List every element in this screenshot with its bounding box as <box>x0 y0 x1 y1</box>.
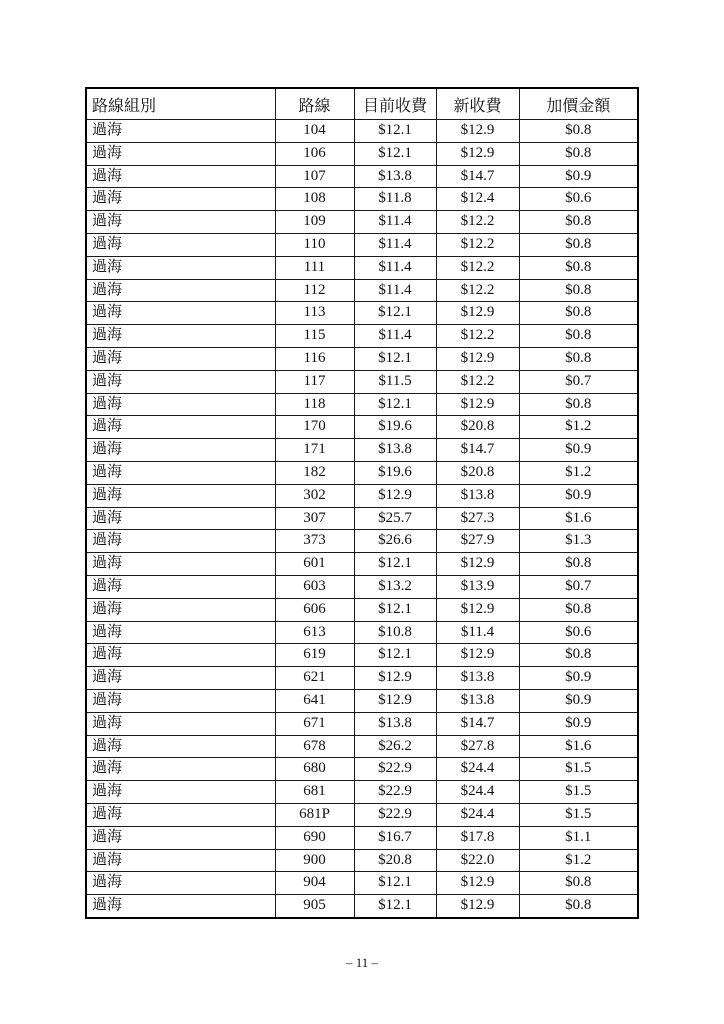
increase-amount-cell: $1.6 <box>519 735 638 758</box>
new-fare-cell: $12.9 <box>436 142 519 165</box>
route-cell: 117 <box>275 370 354 393</box>
increase-amount-cell: $1.2 <box>519 416 638 439</box>
table-row <box>86 507 638 530</box>
new-fare-cell: $27.8 <box>436 735 519 758</box>
route-cell: 905 <box>275 895 354 918</box>
current-fare-cell: $12.1 <box>354 872 436 895</box>
current-fare-cell: $12.1 <box>354 895 436 918</box>
route-group-cell: 過海 <box>86 781 275 804</box>
table-row <box>86 439 638 462</box>
route-group-cell: 過海 <box>86 279 275 302</box>
column-header-route-group: 路線組別 <box>86 88 275 120</box>
increase-amount-cell: $0.9 <box>519 712 638 735</box>
route-cell: 601 <box>275 553 354 576</box>
current-fare-cell: $12.9 <box>354 484 436 507</box>
route-cell: 681P <box>275 803 354 826</box>
current-fare-cell: $26.6 <box>354 530 436 553</box>
route-group-cell: 過海 <box>86 302 275 325</box>
route-group-cell: 過海 <box>86 803 275 826</box>
new-fare-cell: $12.9 <box>436 393 519 416</box>
header-row <box>86 88 638 120</box>
current-fare-cell: $11.4 <box>354 256 436 279</box>
increase-amount-cell: $0.8 <box>519 233 638 256</box>
increase-amount-cell: $1.2 <box>519 849 638 872</box>
route-cell: 170 <box>275 416 354 439</box>
current-fare-cell: $13.8 <box>354 712 436 735</box>
increase-amount-cell: $0.8 <box>519 211 638 234</box>
current-fare-cell: $22.9 <box>354 803 436 826</box>
current-fare-cell: $13.8 <box>354 439 436 462</box>
column-header-current-fare: 目前收費 <box>354 88 436 120</box>
new-fare-cell: $24.4 <box>436 758 519 781</box>
current-fare-cell: $12.9 <box>354 667 436 690</box>
current-fare-cell: $11.4 <box>354 325 436 348</box>
route-cell: 680 <box>275 758 354 781</box>
table-row <box>86 553 638 576</box>
table-row <box>86 302 638 325</box>
route-cell: 104 <box>275 120 354 143</box>
increase-amount-cell: $1.6 <box>519 507 638 530</box>
current-fare-cell: $16.7 <box>354 826 436 849</box>
new-fare-cell: $24.4 <box>436 803 519 826</box>
route-group-cell: 過海 <box>86 644 275 667</box>
table-row <box>86 188 638 211</box>
route-group-cell: 過海 <box>86 439 275 462</box>
route-cell: 678 <box>275 735 354 758</box>
new-fare-cell: $14.7 <box>436 712 519 735</box>
route-group-cell: 過海 <box>86 484 275 507</box>
route-cell: 106 <box>275 142 354 165</box>
table-row <box>86 826 638 849</box>
new-fare-cell: $12.2 <box>436 211 519 234</box>
new-fare-cell: $12.4 <box>436 188 519 211</box>
increase-amount-cell: $0.8 <box>519 553 638 576</box>
column-header-route: 路線 <box>275 88 354 120</box>
new-fare-cell: $12.2 <box>436 279 519 302</box>
current-fare-cell: $12.1 <box>354 302 436 325</box>
current-fare-cell: $20.8 <box>354 849 436 872</box>
current-fare-cell: $12.1 <box>354 120 436 143</box>
new-fare-cell: $12.9 <box>436 553 519 576</box>
route-cell: 171 <box>275 439 354 462</box>
column-header-increase-amount: 加價金額 <box>519 88 638 120</box>
table-row <box>86 347 638 370</box>
fare-table <box>85 87 639 919</box>
route-group-cell: 過海 <box>86 416 275 439</box>
route-cell: 112 <box>275 279 354 302</box>
increase-amount-cell: $0.8 <box>519 325 638 348</box>
route-group-cell: 過海 <box>86 120 275 143</box>
route-cell: 603 <box>275 575 354 598</box>
route-group-cell: 過海 <box>86 553 275 576</box>
route-group-cell: 過海 <box>86 849 275 872</box>
current-fare-cell: $11.8 <box>354 188 436 211</box>
increase-amount-cell: $1.3 <box>519 530 638 553</box>
current-fare-cell: $12.1 <box>354 142 436 165</box>
route-group-cell: 過海 <box>86 530 275 553</box>
increase-amount-cell: $0.8 <box>519 895 638 918</box>
route-cell: 900 <box>275 849 354 872</box>
route-cell: 671 <box>275 712 354 735</box>
increase-amount-cell: $0.9 <box>519 667 638 690</box>
route-cell: 613 <box>275 621 354 644</box>
table-row <box>86 416 638 439</box>
table-row <box>86 644 638 667</box>
current-fare-cell: $11.4 <box>354 233 436 256</box>
table-row <box>86 370 638 393</box>
route-cell: 115 <box>275 325 354 348</box>
current-fare-cell: $12.1 <box>354 553 436 576</box>
route-group-cell: 過海 <box>86 735 275 758</box>
new-fare-cell: $12.9 <box>436 302 519 325</box>
route-cell: 621 <box>275 667 354 690</box>
current-fare-cell: $11.4 <box>354 211 436 234</box>
new-fare-cell: $17.8 <box>436 826 519 849</box>
table-row <box>86 758 638 781</box>
table-row <box>86 233 638 256</box>
table-row <box>86 211 638 234</box>
table-row <box>86 484 638 507</box>
table-row <box>86 895 638 918</box>
route-group-cell: 過海 <box>86 233 275 256</box>
table-row <box>86 803 638 826</box>
table-row <box>86 165 638 188</box>
route-group-cell: 過海 <box>86 895 275 918</box>
table-row <box>86 598 638 621</box>
new-fare-cell: $13.8 <box>436 689 519 712</box>
new-fare-cell: $12.2 <box>436 233 519 256</box>
table-row <box>86 325 638 348</box>
current-fare-cell: $13.2 <box>354 575 436 598</box>
route-cell: 107 <box>275 165 354 188</box>
increase-amount-cell: $0.8 <box>519 347 638 370</box>
current-fare-cell: $22.9 <box>354 758 436 781</box>
increase-amount-cell: $0.8 <box>519 120 638 143</box>
increase-amount-cell: $0.9 <box>519 439 638 462</box>
new-fare-cell: $13.9 <box>436 575 519 598</box>
route-cell: 118 <box>275 393 354 416</box>
route-group-cell: 過海 <box>86 667 275 690</box>
fare-table-body <box>86 120 638 918</box>
increase-amount-cell: $0.8 <box>519 302 638 325</box>
table-row <box>86 393 638 416</box>
new-fare-cell: $20.8 <box>436 416 519 439</box>
table-row <box>86 461 638 484</box>
route-group-cell: 過海 <box>86 211 275 234</box>
new-fare-cell: $12.9 <box>436 872 519 895</box>
new-fare-cell: $27.3 <box>436 507 519 530</box>
table-row <box>86 735 638 758</box>
new-fare-cell: $20.8 <box>436 461 519 484</box>
route-cell: 116 <box>275 347 354 370</box>
route-cell: 641 <box>275 689 354 712</box>
increase-amount-cell: $1.1 <box>519 826 638 849</box>
route-cell: 690 <box>275 826 354 849</box>
current-fare-cell: $12.1 <box>354 347 436 370</box>
increase-amount-cell: $0.7 <box>519 575 638 598</box>
page-number: – 11 – <box>345 955 379 970</box>
route-group-cell: 過海 <box>86 393 275 416</box>
new-fare-cell: $24.4 <box>436 781 519 804</box>
table-row <box>86 667 638 690</box>
route-group-cell: 過海 <box>86 689 275 712</box>
new-fare-cell: $27.9 <box>436 530 519 553</box>
table-row <box>86 279 638 302</box>
increase-amount-cell: $1.5 <box>519 781 638 804</box>
route-cell: 182 <box>275 461 354 484</box>
new-fare-cell: $12.2 <box>436 325 519 348</box>
route-group-cell: 過海 <box>86 872 275 895</box>
table-row <box>86 142 638 165</box>
increase-amount-cell: $0.8 <box>519 598 638 621</box>
table-row <box>86 849 638 872</box>
increase-amount-cell: $0.7 <box>519 370 638 393</box>
increase-amount-cell: $0.8 <box>519 256 638 279</box>
increase-amount-cell: $1.2 <box>519 461 638 484</box>
route-cell: 302 <box>275 484 354 507</box>
current-fare-cell: $12.1 <box>354 393 436 416</box>
increase-amount-cell: $0.8 <box>519 393 638 416</box>
table-row <box>86 120 638 143</box>
increase-amount-cell: $0.9 <box>519 165 638 188</box>
route-group-cell: 過海 <box>86 347 275 370</box>
current-fare-cell: $12.1 <box>354 644 436 667</box>
increase-amount-cell: $1.5 <box>519 803 638 826</box>
increase-amount-cell: $1.5 <box>519 758 638 781</box>
table-row <box>86 256 638 279</box>
route-cell: 681 <box>275 781 354 804</box>
current-fare-cell: $12.1 <box>354 598 436 621</box>
route-group-cell: 過海 <box>86 598 275 621</box>
new-fare-cell: $14.7 <box>436 439 519 462</box>
current-fare-cell: $19.6 <box>354 461 436 484</box>
new-fare-cell: $12.9 <box>436 120 519 143</box>
new-fare-cell: $12.9 <box>436 347 519 370</box>
route-cell: 109 <box>275 211 354 234</box>
route-group-cell: 過海 <box>86 256 275 279</box>
route-cell: 904 <box>275 872 354 895</box>
route-cell: 307 <box>275 507 354 530</box>
current-fare-cell: $22.9 <box>354 781 436 804</box>
current-fare-cell: $13.8 <box>354 165 436 188</box>
new-fare-cell: $12.9 <box>436 895 519 918</box>
route-group-cell: 過海 <box>86 712 275 735</box>
new-fare-cell: $13.8 <box>436 484 519 507</box>
increase-amount-cell: $0.8 <box>519 872 638 895</box>
table-row <box>86 712 638 735</box>
route-group-cell: 過海 <box>86 507 275 530</box>
table-row <box>86 575 638 598</box>
new-fare-cell: $12.9 <box>436 598 519 621</box>
increase-amount-cell: $0.8 <box>519 644 638 667</box>
new-fare-cell: $12.2 <box>436 256 519 279</box>
table-row <box>86 781 638 804</box>
increase-amount-cell: $0.6 <box>519 621 638 644</box>
new-fare-cell: $12.9 <box>436 644 519 667</box>
current-fare-cell: $12.9 <box>354 689 436 712</box>
current-fare-cell: $11.4 <box>354 279 436 302</box>
column-header-new-fare: 新收費 <box>436 88 519 120</box>
route-cell: 108 <box>275 188 354 211</box>
route-group-cell: 過海 <box>86 826 275 849</box>
current-fare-cell: $26.2 <box>354 735 436 758</box>
current-fare-cell: $10.8 <box>354 621 436 644</box>
route-cell: 619 <box>275 644 354 667</box>
table-row <box>86 689 638 712</box>
route-group-cell: 過海 <box>86 621 275 644</box>
route-cell: 111 <box>275 256 354 279</box>
increase-amount-cell: $0.8 <box>519 279 638 302</box>
current-fare-cell: $11.5 <box>354 370 436 393</box>
route-cell: 113 <box>275 302 354 325</box>
new-fare-cell: $11.4 <box>436 621 519 644</box>
current-fare-cell: $25.7 <box>354 507 436 530</box>
increase-amount-cell: $0.9 <box>519 689 638 712</box>
new-fare-cell: $22.0 <box>436 849 519 872</box>
route-group-cell: 過海 <box>86 575 275 598</box>
increase-amount-cell: $0.9 <box>519 484 638 507</box>
route-cell: 373 <box>275 530 354 553</box>
route-group-cell: 過海 <box>86 165 275 188</box>
table-row <box>86 872 638 895</box>
route-group-cell: 過海 <box>86 461 275 484</box>
new-fare-cell: $13.8 <box>436 667 519 690</box>
route-group-cell: 過海 <box>86 325 275 348</box>
fare-table-header <box>86 88 638 120</box>
route-cell: 606 <box>275 598 354 621</box>
route-group-cell: 過海 <box>86 142 275 165</box>
table-row <box>86 621 638 644</box>
increase-amount-cell: $0.6 <box>519 188 638 211</box>
table-row <box>86 530 638 553</box>
new-fare-cell: $14.7 <box>436 165 519 188</box>
route-group-cell: 過海 <box>86 370 275 393</box>
route-cell: 110 <box>275 233 354 256</box>
route-group-cell: 過海 <box>86 188 275 211</box>
new-fare-cell: $12.2 <box>436 370 519 393</box>
increase-amount-cell: $0.8 <box>519 142 638 165</box>
current-fare-cell: $19.6 <box>354 416 436 439</box>
route-group-cell: 過海 <box>86 758 275 781</box>
